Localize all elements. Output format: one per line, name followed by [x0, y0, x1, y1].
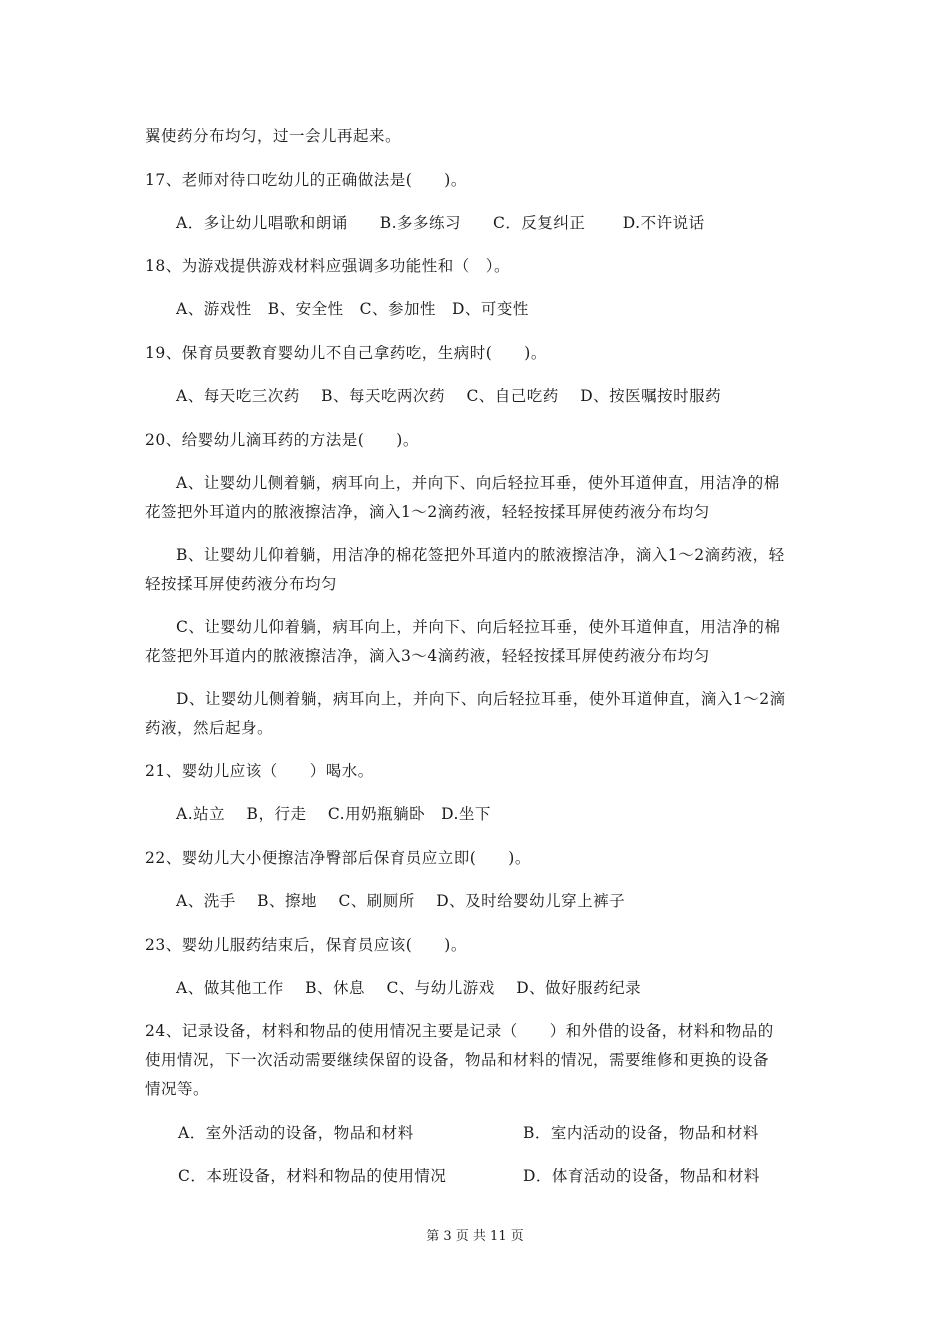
question-20-option-a-line2: 花签把外耳道内的脓液擦洁净，滴入1～2滴药液，轻轻按揉耳屏使药液分布均匀 [145, 503, 710, 521]
question-22: 22、婴幼儿大小便擦洁净臀部后保育员应立即( )。 [145, 849, 531, 867]
question-18: 18、为游戏提供游戏材料应强调多功能性和（ ）。 [145, 257, 510, 275]
question-20-option-a-line1: A、让婴幼儿侧着躺，病耳向上，并向下、向后轻拉耳垂，使外耳道伸直，用洁净的棉 [176, 474, 780, 492]
question-20: 20、给婴幼儿滴耳药的方法是( )。 [145, 431, 419, 449]
question-19: 19、保育员要教育婴幼儿不自己拿药吃，生病时( )。 [145, 344, 547, 362]
question-20-option-d-line2: 药液，然后起身。 [145, 719, 274, 737]
question-22-options: A、洗手 B、擦地 C、刷厕所 D、及时给婴幼儿穿上裤子 [176, 892, 626, 910]
question-20-option-b-line1: B、让婴幼儿仰着躺，用洁净的棉花签把外耳道内的脓液擦洁净，滴入1～2滴药液，轻 [176, 546, 785, 564]
continuation-text: 翼使药分布均匀，过一会儿再起来。 [145, 127, 402, 145]
question-24-option-b: B．室内活动的设备，物品和材料 [523, 1124, 759, 1142]
question-18-options: A、游戏性 B、安全性 C、参加性 D、可变性 [176, 300, 529, 318]
question-17-options: A．多让幼儿唱歌和朗诵 B.多多练习 C．反复纠正 D.不许说话 [176, 214, 705, 232]
question-23-options: A、做其他工作 B、休息 C、与幼儿游戏 D、做好服药纪录 [176, 979, 642, 997]
question-20-option-c-line2: 花签把外耳道内的脓液擦洁净，滴入3～4滴药液，轻轻按揉耳屏使药液分布均匀 [145, 647, 710, 665]
question-24-line3: 情况等。 [145, 1080, 210, 1098]
question-24-option-d: D．体育活动的设备，物品和材料 [523, 1167, 760, 1185]
question-20-option-b-line2: 轻按揉耳屏使药液分布均匀 [145, 575, 338, 593]
question-24-line1: 24、记录设备，材料和物品的使用情况主要是记录（ ）和外借的设备，材料和物品的 [145, 1022, 774, 1040]
question-21: 21、婴幼儿应该（ ）喝水。 [145, 762, 374, 780]
question-20-option-c-line1: C、让婴幼儿仰着躺，病耳向上，并向下、向后轻拉耳垂，使外耳道伸直，用洁净的棉 [176, 618, 781, 636]
page-footer: 第 3 页 共 11 页 [426, 1229, 524, 1244]
question-19-options: A、每天吃三次药 B、每天吃两次药 C、自己吃药 D、按医嘱按时服药 [176, 387, 722, 405]
question-23: 23、婴幼儿服药结束后，保育员应该( )。 [145, 936, 467, 954]
question-24-line2: 使用情况，下一次活动需要继续保留的设备，物品和材料的情况，需要维修和更换的设备 [145, 1051, 770, 1069]
question-24-option-a: A．室外活动的设备，物品和材料 [178, 1124, 414, 1142]
question-20-option-d-line1: D、让婴幼儿侧着躺，病耳向上，并向下、向后轻拉耳垂，使外耳道伸直，滴入1～2滴 [176, 690, 786, 708]
question-24-option-c: C．本班设备，材料和物品的使用情况 [178, 1167, 447, 1185]
question-21-options: A.站立 B，行走 C.用奶瓶躺卧 D.坐下 [176, 805, 491, 823]
question-17: 17、老师对待口吃幼儿的正确做法是( )。 [145, 171, 467, 189]
